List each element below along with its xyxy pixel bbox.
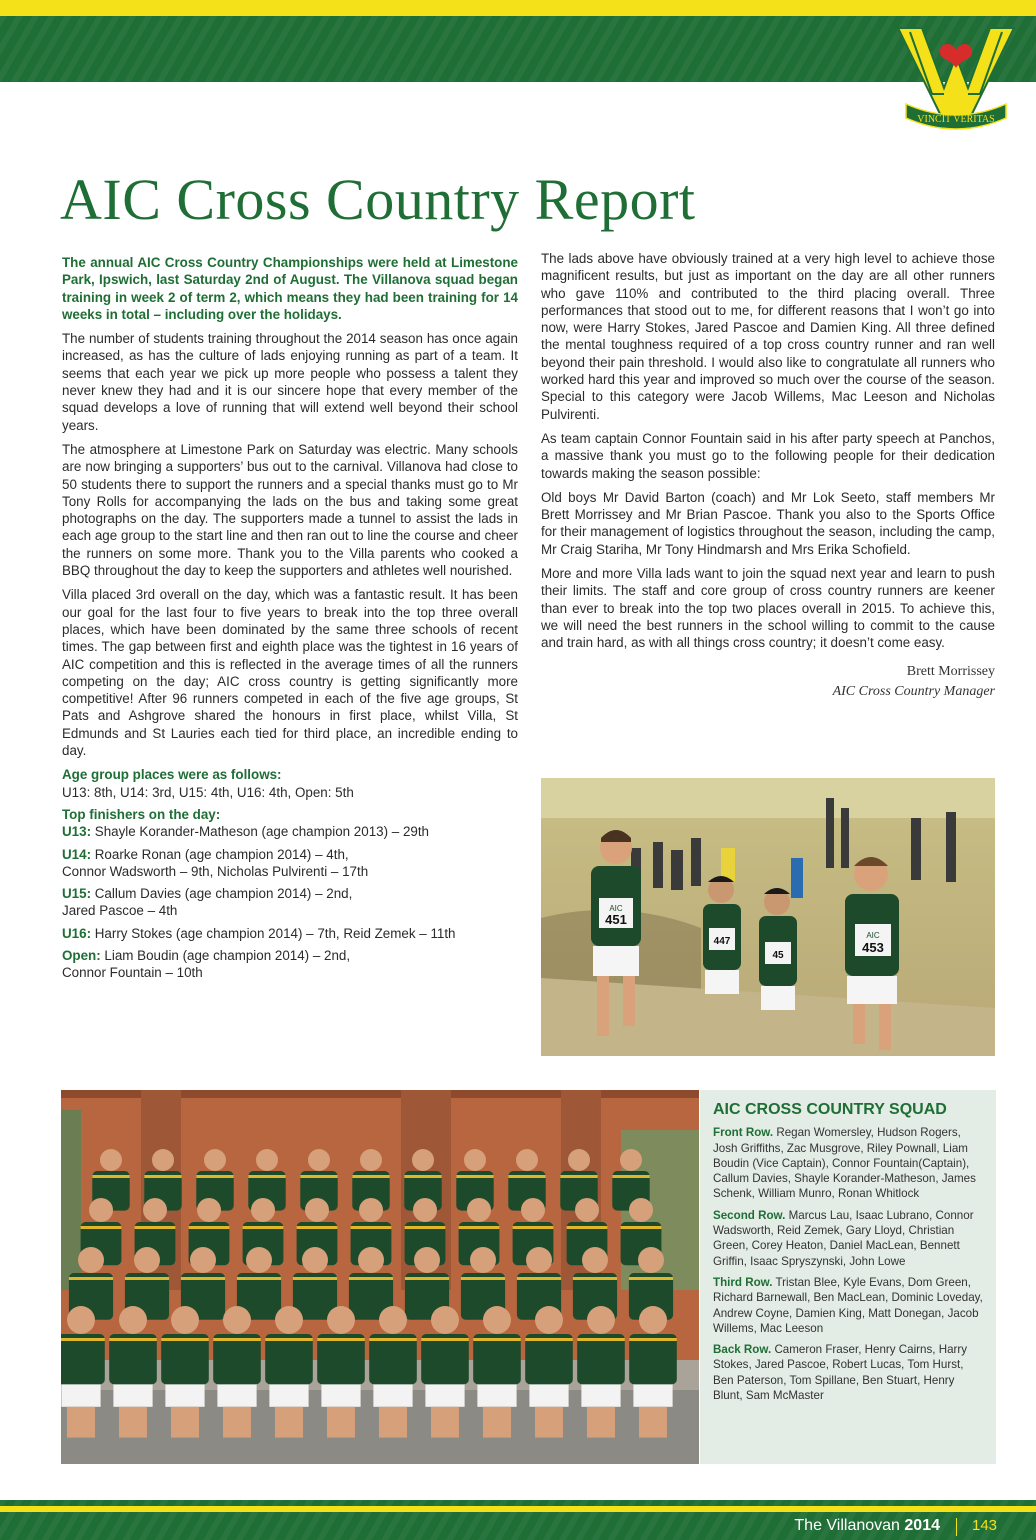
student-head bbox=[67, 1306, 95, 1334]
student-legs bbox=[379, 1407, 407, 1438]
student-legs bbox=[535, 1407, 563, 1438]
student-head bbox=[190, 1247, 216, 1273]
student-shirt-stripe bbox=[161, 1338, 209, 1341]
student-shirt-stripe bbox=[213, 1338, 261, 1341]
finisher-line: Callum Davies (age champion 2014) – 2nd, bbox=[94, 886, 353, 902]
student-shorts bbox=[373, 1384, 412, 1406]
student-head bbox=[413, 1198, 437, 1222]
student-shirt-stripe bbox=[237, 1277, 281, 1280]
student-head bbox=[467, 1198, 491, 1222]
student-shorts bbox=[269, 1384, 308, 1406]
student-head bbox=[100, 1149, 122, 1171]
student-shirt-stripe bbox=[567, 1226, 608, 1229]
student-head bbox=[483, 1306, 511, 1334]
publication-name: The Villanovan bbox=[794, 1517, 900, 1534]
svg-text:453: 453 bbox=[862, 940, 884, 955]
finisher-line: Connor Wadsworth – 9th, Nicholas Pulvirenti – 17th bbox=[62, 863, 369, 879]
finisher-label: U13: bbox=[62, 824, 92, 840]
student-shirt-stripe bbox=[300, 1175, 337, 1178]
student-head bbox=[358, 1247, 384, 1273]
student-legs bbox=[431, 1407, 459, 1438]
team-photo bbox=[61, 1090, 699, 1464]
article-paragraph: Old boys Mr David Barton (coach) and Mr Lok Seeto, staff members Mr Brett Morrissey and Mr Brian Pascoe. Thank you also to the Sports Office for their management of logistics throughout the season, including the camp, Mr Craig Stariha, Mr Tony Hindmarsh and Mrs Erika Schofield. bbox=[541, 489, 995, 557]
student-shirt-stripe bbox=[61, 1338, 105, 1341]
student-head bbox=[359, 1198, 383, 1222]
student-shirt-stripe bbox=[612, 1175, 649, 1178]
student-legs bbox=[327, 1407, 355, 1438]
student-head bbox=[171, 1306, 199, 1334]
student-shirt-stripe bbox=[560, 1175, 597, 1178]
student-shorts bbox=[529, 1384, 568, 1406]
student-shirt-stripe bbox=[189, 1226, 230, 1229]
runners-photo bbox=[541, 778, 995, 1056]
student-head bbox=[582, 1247, 608, 1273]
student-head bbox=[638, 1247, 664, 1273]
student-shirt-stripe bbox=[508, 1175, 545, 1178]
squad-row bbox=[713, 1208, 986, 1269]
student-head bbox=[464, 1149, 486, 1171]
student-shirt bbox=[265, 1334, 313, 1384]
squad-row-label: Back Row. bbox=[713, 1343, 772, 1357]
student-legs bbox=[67, 1407, 95, 1438]
author-name: Brett Morrissey bbox=[906, 663, 995, 679]
student-shorts bbox=[113, 1384, 152, 1406]
squad-row-label: Front Row. bbox=[713, 1126, 774, 1140]
finishers-heading: Top finishers on the day: bbox=[62, 806, 221, 822]
runners-photo-illustration bbox=[541, 778, 995, 1056]
footer-publication bbox=[794, 1517, 940, 1535]
student-shirt bbox=[629, 1334, 677, 1384]
article-paragraph: More and more Villa lads want to join the squad next year and learn to push their limits. The staff and core group of cross country runners are keener than ever to break into the top two places overall in 2015. To achieve this, we will need the best runners in the school willing to commit to the cause and train hard, as with all things cross country; it doesn’t come easy. bbox=[541, 566, 995, 651]
squad-row-names: Tristan Blee, Kyle Evans, Dom Green, Richard Barnewall, Ben MacLean, Dominic Loveday, Andrew Coyne, Damien King, Matt Donegan, Jacob Willems, Mac Leeson bbox=[713, 1275, 983, 1335]
student-shirt bbox=[317, 1334, 365, 1384]
student-shirt-stripe bbox=[405, 1226, 446, 1229]
student-shirt-stripe bbox=[125, 1277, 169, 1280]
student-shirt-stripe bbox=[621, 1226, 662, 1229]
squad-row-names: Marcus Lau, Isaac Lubrano, Connor Wadsworth, Reid Zemek, Gary Lloyd, Christian Green, Corey Heaton, Daniel MacLean, Bennett Griffin, Isaac Spryszynski, John Lowe bbox=[713, 1208, 974, 1268]
student-head bbox=[575, 1198, 599, 1222]
student-head bbox=[535, 1306, 563, 1334]
student-legs bbox=[587, 1407, 615, 1438]
student-shirt-stripe bbox=[404, 1175, 441, 1178]
top-green-banner bbox=[0, 16, 1036, 82]
page-title: AIC Cross Country Report bbox=[60, 167, 696, 232]
student-shirt bbox=[61, 1334, 105, 1384]
student-shorts bbox=[425, 1384, 464, 1406]
student-shirt-stripe bbox=[573, 1277, 617, 1280]
student-head bbox=[470, 1247, 496, 1273]
student-shorts bbox=[165, 1384, 204, 1406]
student-head bbox=[526, 1247, 552, 1273]
article-lead: The annual AIC Cross Country Championships were held at Limestone Park, Ipswich, last Saturday 2nd of August. The Villanova squad began training in week 2 of term 2, which means they had been training for 14 weeks in total – including over the holidays. bbox=[62, 255, 518, 322]
student-shirt-stripe bbox=[135, 1226, 176, 1229]
student-head bbox=[327, 1306, 355, 1334]
footer-yellow-stripe bbox=[0, 1506, 1036, 1512]
student-legs bbox=[275, 1407, 303, 1438]
student-shirt bbox=[421, 1334, 469, 1384]
svg-text:AIC: AIC bbox=[609, 904, 623, 913]
student-shirt-stripe bbox=[629, 1277, 673, 1280]
squad-row-label: Second Row. bbox=[713, 1208, 786, 1222]
squad-row-names: Regan Womersley, Hudson Rogers, Josh Griffiths, Zac Musgrove, Riley Pownall, Liam Boudin (Vice Captain), Connor Fountain(Captain), Callum Davies, Shayle Korander-Matheson, James Schenk, William Munro, Ronan Whitlock bbox=[713, 1126, 976, 1201]
age-group-heading: Age group places were as follows: bbox=[62, 767, 282, 783]
student-shirt-stripe bbox=[513, 1226, 554, 1229]
student-shirt-stripe bbox=[92, 1175, 129, 1178]
student-shirt bbox=[109, 1334, 157, 1384]
student-shirt-stripe bbox=[369, 1338, 417, 1341]
student-shirt-stripe bbox=[144, 1175, 181, 1178]
student-head bbox=[89, 1198, 113, 1222]
footer-divider bbox=[956, 1518, 957, 1536]
student-shirt-stripe bbox=[109, 1338, 157, 1341]
student-head bbox=[256, 1149, 278, 1171]
student-shorts bbox=[477, 1384, 516, 1406]
student-legs bbox=[119, 1407, 147, 1438]
svg-text:451: 451 bbox=[605, 912, 627, 927]
finisher-group-u13 bbox=[62, 823, 518, 840]
student-head bbox=[78, 1247, 104, 1273]
student-shorts bbox=[217, 1384, 256, 1406]
student-head bbox=[360, 1149, 382, 1171]
page-number: 143 bbox=[972, 1517, 998, 1534]
student-shirt-stripe bbox=[459, 1226, 500, 1229]
student-shorts bbox=[581, 1384, 620, 1406]
student-head bbox=[379, 1306, 407, 1334]
student-legs bbox=[639, 1407, 667, 1438]
student-shorts bbox=[633, 1384, 672, 1406]
article-paragraph: The lads above have obviously trained at a very high level to achieve those magnificent results, but just as important on the day are all other runners who gave 110% and contributed to the third placing overall. Three performances that stood out to me, for different reasons that I won’t go into now, were Harry Stokes, Jared Pascoe and Damien King. All three defined the mental toughness required of a top cross country runner and ran well beyond their pain threshold. I would also like to congratulate all runners who worked hard this year and improved so much over the course of the season. Special to this category were Jacob Willems, Mac Leeson and Nicholas Pulvirenti. bbox=[541, 251, 995, 422]
squad-panel bbox=[700, 1090, 996, 1464]
finisher-line: Roarke Ronan (age champion 2014) – 4th, bbox=[94, 846, 349, 862]
student-head bbox=[521, 1198, 545, 1222]
squad-row bbox=[713, 1125, 986, 1201]
student-head bbox=[119, 1306, 147, 1334]
article-paragraph: The number of students training throughout the 2014 season has once again increased, as has the culture of lads enjoying running as part of a team. It seems that each year we pick up more people who possess a talent they never knew they had and it is our sincere hope that every member of the squad develops a love of running that will extend well beyond their school years. bbox=[62, 331, 518, 433]
student-shorts bbox=[61, 1384, 100, 1406]
article-right-column bbox=[541, 250, 995, 702]
student-shirt-stripe bbox=[405, 1277, 449, 1280]
student-shirt-stripe bbox=[181, 1277, 225, 1280]
article-paragraph: As team captain Connor Fountain said in his after party speech at Panchos, a massive thank you must go to the following people for their dedication towards making the season possible: bbox=[541, 430, 995, 481]
student-shirt-stripe bbox=[69, 1277, 113, 1280]
squad-row bbox=[713, 1342, 986, 1403]
student-head bbox=[629, 1198, 653, 1222]
student-shirt-stripe bbox=[421, 1338, 469, 1341]
student-head bbox=[639, 1306, 667, 1334]
student-shirt-stripe bbox=[352, 1175, 389, 1178]
student-head bbox=[251, 1198, 275, 1222]
student-shirt bbox=[369, 1334, 417, 1384]
finisher-line: Jared Pascoe – 4th bbox=[62, 903, 178, 919]
student-legs bbox=[483, 1407, 511, 1438]
author-signature bbox=[541, 662, 995, 702]
crest-motto: VINCIT VERITAS bbox=[917, 114, 995, 125]
student-shirt-stripe bbox=[265, 1338, 313, 1341]
student-shirt bbox=[161, 1334, 209, 1384]
student-head bbox=[305, 1198, 329, 1222]
student-shirt-stripe bbox=[349, 1277, 393, 1280]
student-shirt bbox=[577, 1334, 625, 1384]
svg-text:447: 447 bbox=[713, 936, 731, 947]
student-head bbox=[414, 1247, 440, 1273]
finisher-group-open bbox=[62, 947, 518, 982]
student-head bbox=[516, 1149, 538, 1171]
finisher-line: Liam Boudin (age champion 2014) – 2nd, bbox=[104, 947, 351, 963]
top-yellow-stripe bbox=[0, 0, 1036, 16]
student-head bbox=[308, 1149, 330, 1171]
student-head bbox=[197, 1198, 221, 1222]
squad-heading: AIC CROSS COUNTRY SQUAD bbox=[713, 1101, 947, 1118]
student-head bbox=[275, 1306, 303, 1334]
student-shirt-stripe bbox=[317, 1338, 365, 1341]
student-shirt-stripe bbox=[297, 1226, 338, 1229]
student-head bbox=[431, 1306, 459, 1334]
student-head bbox=[246, 1247, 272, 1273]
student-head bbox=[620, 1149, 642, 1171]
finisher-label: U16: bbox=[62, 925, 92, 941]
student-shirt-stripe bbox=[196, 1175, 233, 1178]
finisher-group-u16 bbox=[62, 925, 518, 942]
student-shirt-stripe bbox=[248, 1175, 285, 1178]
student-shirt-stripe bbox=[577, 1338, 625, 1341]
team-photo-illustration bbox=[61, 1090, 699, 1464]
student-head bbox=[302, 1247, 328, 1273]
student-shirt-stripe bbox=[243, 1226, 284, 1229]
age-group-places: U13: 8th, U14: 3rd, U15: 4th, U16: 4th, Open: 5th bbox=[62, 784, 354, 800]
student-shirt-stripe bbox=[81, 1226, 122, 1229]
student-head bbox=[587, 1306, 615, 1334]
student-head bbox=[223, 1306, 251, 1334]
student-shirt-stripe bbox=[473, 1338, 521, 1341]
finisher-group-u15 bbox=[62, 885, 518, 920]
article-paragraph: Villa placed 3rd overall on the day, which was a fantastic result. It has been our goal for the last four to five years to break into the top three overall places, which have been dominated by the same three schools of recent times. The gap between first and eighth place was the tightest in 16 years of AIC competition and this is reflected in the average times of all the runners competing on the day; AIC cross country is getting significantly more competitive! After 96 runners competed in each of the five age groups, St Pats and Ashgrove shared the honours in first place, whilst Villa, St Edmunds and St Lauries each tied for third place, an incredible ending to day. bbox=[62, 587, 518, 759]
student-legs bbox=[223, 1407, 251, 1438]
squad-row-label: Third Row. bbox=[713, 1275, 773, 1289]
student-shirt bbox=[213, 1334, 261, 1384]
student-head bbox=[204, 1149, 226, 1171]
finisher-line: Harry Stokes (age champion 2014) – 7th, Reid Zemek – 11th bbox=[94, 925, 456, 941]
svg-text:45: 45 bbox=[772, 950, 784, 961]
student-legs bbox=[171, 1407, 199, 1438]
student-shirt-stripe bbox=[456, 1175, 493, 1178]
student-head bbox=[568, 1149, 590, 1171]
finisher-group-u14 bbox=[62, 846, 518, 881]
vincit-veritas-crest-icon bbox=[892, 22, 1020, 132]
article-left-column bbox=[62, 254, 518, 987]
finisher-label: U15: bbox=[62, 886, 92, 902]
svg-text:AIC: AIC bbox=[866, 931, 880, 940]
student-shirt-stripe bbox=[525, 1338, 573, 1341]
finisher-line: Connor Fountain – 10th bbox=[62, 965, 203, 981]
student-shirt-stripe bbox=[351, 1226, 392, 1229]
finisher-label: Open: bbox=[62, 947, 101, 963]
squad-row-names: Cameron Fraser, Henry Cairns, Harry Stokes, Jared Pascoe, Robert Lucas, Tom Hurst, Ben Paterson, Tom Spillane, Ben Stuart, Henry Blunt, Sam McMaster bbox=[713, 1343, 968, 1403]
author-role: AIC Cross Country Manager bbox=[832, 683, 995, 699]
student-shirt-stripe bbox=[629, 1338, 677, 1341]
student-shirt-stripe bbox=[461, 1277, 505, 1280]
student-head bbox=[143, 1198, 167, 1222]
student-shirt-stripe bbox=[517, 1277, 561, 1280]
student-head bbox=[412, 1149, 434, 1171]
student-shirt bbox=[525, 1334, 573, 1384]
publication-year: 2014 bbox=[904, 1517, 940, 1534]
student-shirt bbox=[473, 1334, 521, 1384]
student-shirt-stripe bbox=[293, 1277, 337, 1280]
article-paragraph: The atmosphere at Limestone Park on Saturday was electric. Many schools are now bringing a supporters’ bus out to the carnival. Villanova had close to 50 students there to support the runners and a special thanks must go to Mr Tony Rolls for accompanying the lads on the bus and taking some great photographs on the day. The supporters made a tunnel to assist the lads in each age group to the start line and then ran out to line the course and cheer the runners on some more. Thank you to the Villa parents who cooked a BBQ throughout the day to keep the supporters and athletes well nourished. bbox=[62, 441, 518, 579]
squad-row bbox=[713, 1275, 986, 1336]
finisher-line: Shayle Korander-Matheson (age champion 2013) – 29th bbox=[94, 824, 430, 840]
finisher-label: U14: bbox=[62, 846, 92, 862]
student-head bbox=[134, 1247, 160, 1273]
student-head bbox=[152, 1149, 174, 1171]
student-shorts bbox=[321, 1384, 360, 1406]
